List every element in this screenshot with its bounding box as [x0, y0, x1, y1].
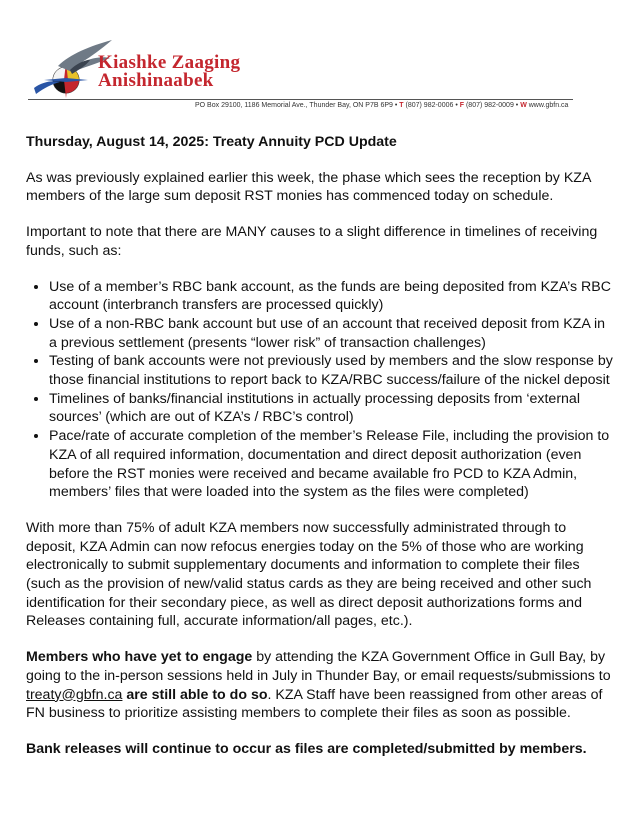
paragraph-progress: With more than 75% of adult KZA members now successfully administrated through to deposit, KZA Admin can now refocus energies today on the 5% of those who are working electronically to submit supplementary documents and information to complete their files (such as the provision of new/valid status cards as they are being received and other such identification for their secondary piece, as well as direct deposit authorizations forms and Releases containing full, accurate information/all pages, etc.).	[26, 519, 592, 630]
paragraph-engage	[26, 648, 616, 723]
website-url: www.gbfn.ca	[528, 102, 569, 109]
fax-number: (807) 982-0009 •	[465, 102, 519, 109]
phone-number: (807) 982-0006 •	[405, 102, 458, 109]
list-item: • Pace/rate of accurate completion of the member’s Release File, including the provision to KZA of all required information, documentation and direct deposit authorization (even before the RST monies were received and became available fro PCD to KZA Admin, members’ files that were loaded into the system as the files were completed)	[49, 427, 616, 502]
list-item: • Use of a non-RBC bank account but use of an account that received deposit from KZA in a previous settlement (presents “lower risk” of transaction challenges)	[49, 315, 616, 352]
engage-bold-still-able: are still able to do so	[122, 686, 268, 703]
paragraph-intro: As was previously explained earlier this week, the phase which sees the reception by KZA members of the large sum deposit RST monies has commenced today on schedule.	[26, 169, 591, 205]
treaty-email-link[interactable]: treaty@gbfn.ca	[26, 686, 123, 703]
causes-list	[26, 278, 616, 502]
list-item: • Testing of bank accounts were not previously used by members and the slow response by those financial institutions to report back to KZA/RBC success/failure of the nickel deposit	[49, 352, 616, 389]
phone-label: T	[399, 102, 404, 109]
contact-info	[195, 102, 568, 109]
paragraph-causes: Important to note that there are MANY causes to a slight difference in timelines of receiving funds, such as:	[26, 224, 598, 259]
engage-text-staff: . KZA Staff have been reassigned from other areas of FN business to prioritize assisting members to complete their files as soon as possible.	[26, 686, 603, 722]
paragraph-bank-releases	[26, 740, 616, 759]
fax-label: F	[459, 102, 465, 109]
list-item: • Timelines of banks/financial institutions in actually processing deposits from ‘external sources’ (which are out of KZA’s / RBC’s control)	[49, 390, 616, 427]
list-item: • Use of a member’s RBC bank account, as the funds are being deposited from KZA’s RBC account (interbranch transfers are processed quickly)	[49, 278, 616, 315]
organization-name	[98, 54, 240, 90]
website-label: W	[520, 102, 527, 109]
engage-text: by attending the KZA Government Office in Gull Bay, by going to the in-person sessions held in July in Thunder Bay, or email requests/submissions to	[26, 649, 611, 684]
engage-bold-lead: Members who have yet to engage	[26, 649, 253, 666]
letterhead	[28, 32, 588, 112]
document-body	[26, 133, 616, 776]
bank-releases-text: Bank releases will continue to occur as files are completed/submitted by members.	[26, 740, 587, 757]
document-title: Thursday, August 14, 2025: Treaty Annuity PCD Update	[26, 134, 397, 150]
contact-address: PO Box 29100, 1186 Memorial Ave., Thunder Bay, ON P7B 6P9 •	[195, 102, 398, 109]
organization-name-line1: Kiashke Zaaging	[98, 52, 241, 73]
organization-name-line2: Anishinaabek	[98, 70, 214, 91]
letterhead-divider	[28, 99, 573, 100]
